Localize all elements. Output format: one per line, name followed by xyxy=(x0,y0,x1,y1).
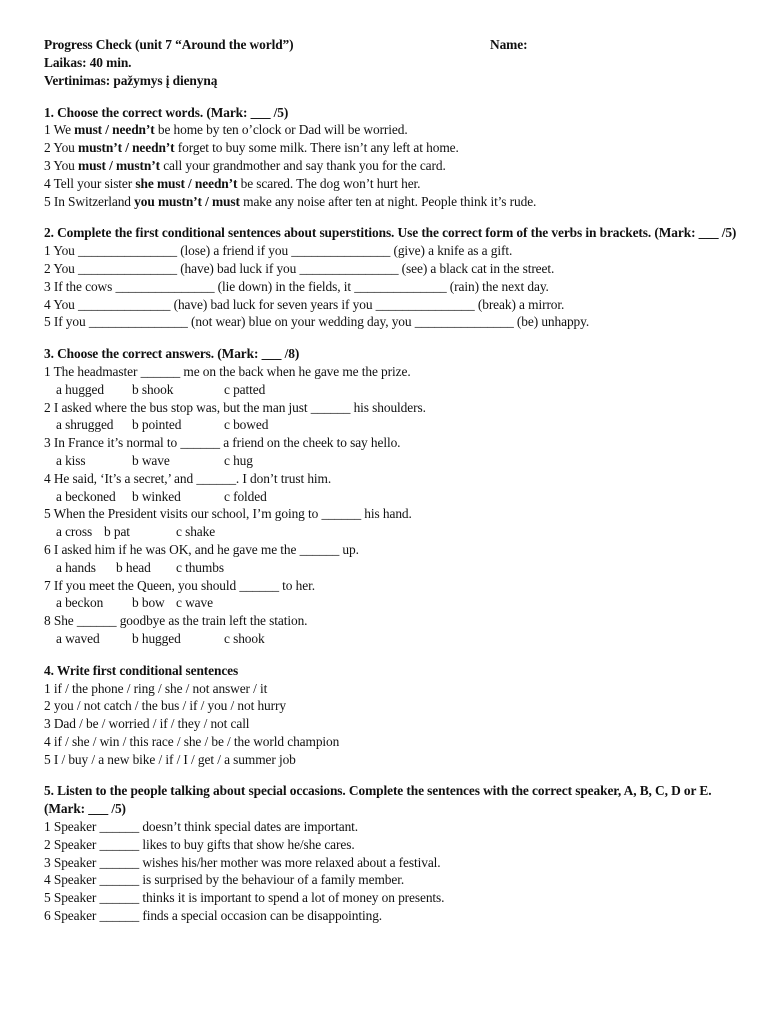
section-3-title: 3. Choose the correct answers. (Mark: ___ /8) xyxy=(44,346,300,362)
s3-options: a waved b hugged c shook xyxy=(56,630,265,646)
s5-item: 6 Speaker ______ finds a special occasion can be disappointing. xyxy=(44,908,383,924)
s2-item: 2 You _______________ (have) bad luck if you _______________ (see) a black cat in the street. xyxy=(44,260,555,276)
s2-item: 4 You ______________ (have) bad luck for seven years if you _______________ (break) a mirror. xyxy=(44,296,565,312)
worksheet-title: Progress Check (unit 7 “Around the world”) xyxy=(44,37,294,52)
s3-question: 2 I asked where the bus stop was, but the man just ______ his shoulders. xyxy=(44,399,426,415)
s3-question: 6 I asked him if he was OK, and he gave me the ______ up. xyxy=(44,541,359,557)
worksheet xyxy=(44,36,744,925)
s3-options: a cross b pat c shake xyxy=(56,524,216,540)
section-4-title: 4. Write first conditional sentences xyxy=(44,662,239,678)
section-3 xyxy=(44,345,744,648)
s3-question: 8 She ______ goodbye as the train left the station. xyxy=(44,613,308,629)
section-5 xyxy=(44,782,744,924)
s3-question: 3 In France it’s normal to ______ a friend on the cheek to say hello. xyxy=(44,435,401,451)
s3-question: 7 If you meet the Queen, you should ______ to her. xyxy=(44,577,315,593)
s4-item: 3 Dad / be / worried / if / they / not call xyxy=(44,716,250,732)
s5-item: 3 Speaker ______ wishes his/her mother was more relaxed about a festival. xyxy=(44,854,441,870)
s2-item: 3 If the cows _______________ (lie down) in the fields, it ______________ (rain) the next day. xyxy=(44,278,549,294)
s4-item: 2 you / not catch / the bus / if / you / not hurry xyxy=(44,698,286,714)
s3-question: 5 When the President visits our school, I’m going to ______ his hand. xyxy=(44,506,412,522)
s3-options: a beckoned b winked c folded xyxy=(56,488,267,504)
s4-item: 5 I / buy / a new bike / if / I / get / a summer job xyxy=(44,751,296,767)
s5-item: 4 Speaker ______ is surprised by the behaviour of a family member. xyxy=(44,872,405,888)
section-1 xyxy=(44,104,744,211)
name-label: Name: xyxy=(490,37,528,52)
section-4 xyxy=(44,662,744,769)
s1-item: 5 In Switzerland you mustn’t / must make any noise after ten at night. People think it’s rude. xyxy=(44,193,537,209)
s3-question: 1 The headmaster ______ me on the back when he gave me the prize. xyxy=(44,363,411,379)
s5-item: 5 Speaker ______ thinks it is important to spend a lot of money on presents. xyxy=(44,890,445,906)
s1-item: 1 We must / needn’t be home by ten o’clock or Dad will be worried. xyxy=(44,122,408,138)
s3-options: a hands b head c thumbs xyxy=(56,559,224,575)
s5-item: 2 Speaker ______ likes to buy gifts that show he/she cares. xyxy=(44,836,355,852)
section-2 xyxy=(44,224,744,331)
s1-item: 2 You mustn’t / needn’t forget to buy some milk. There isn’t any left at home. xyxy=(44,140,459,156)
s2-item: 5 If you _______________ (not wear) blue on your wedding day, you _______________ (be) unhappy. xyxy=(44,314,590,330)
s4-item: 1 if / the phone / ring / she / not answer / it xyxy=(44,680,268,696)
s3-options: a kiss b wave c hug xyxy=(56,452,253,468)
s3-question: 4 He said, ‘It’s a secret,’ and ______. I don’t trust him. xyxy=(44,470,332,486)
time-limit: Laikas: 40 min. xyxy=(44,55,132,70)
s3-options: a hugged b shook c patted xyxy=(56,381,266,397)
s2-item: 1 You _______________ (lose) a friend if you _______________ (give) a knife as a gift. xyxy=(44,243,513,259)
header-row xyxy=(44,36,744,54)
s5-item: 1 Speaker ______ doesn’t think special dates are important. xyxy=(44,819,359,835)
s1-item: 3 You must / mustn’t call your grandmother and say thank you for the card. xyxy=(44,157,446,173)
s3-options: a beckon b bow c wave xyxy=(56,595,213,611)
section-5-title: 5. Listen to the people talking about special occasions. Complete the sentences with the correct speaker, A, B, C, D or E. (Mark: ___ /5) xyxy=(44,783,712,817)
grading-note: Vertinimas: pažymys į dienyną xyxy=(44,72,218,88)
s4-item: 4 if / she / win / this race / she / be / the world champion xyxy=(44,733,340,749)
s1-item: 4 Tell your sister she must / needn’t be scared. The dog won’t hurt her. xyxy=(44,175,421,191)
s3-options: a shrugged b pointed c bowed xyxy=(56,417,269,433)
section-1-title: 1. Choose the correct words. (Mark: ___ /5) xyxy=(44,104,289,120)
section-2-title: 2. Complete the first conditional sentences about superstitions. Use the correct form of the verbs in brackets. (Mark: ___ /5) xyxy=(44,225,737,241)
